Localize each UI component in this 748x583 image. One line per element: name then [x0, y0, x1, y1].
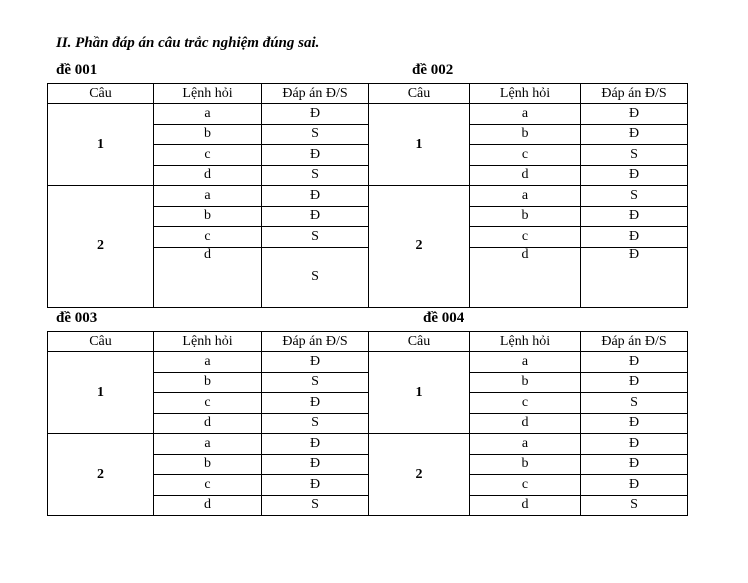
sub-label: d — [470, 413, 581, 434]
col-header-question: Câu — [369, 332, 470, 352]
sub-label: a — [470, 352, 581, 373]
sub-label: a — [154, 434, 262, 455]
answer-cell: Đ — [262, 475, 369, 496]
sub-label: b — [470, 206, 581, 227]
question-number: 1 — [48, 104, 154, 186]
answer-cell: Đ — [262, 454, 369, 475]
answer-cell: Đ — [581, 165, 688, 186]
sheet-code-002: đề 002 — [412, 62, 454, 78]
answer-cell: S — [262, 124, 369, 145]
question-number: 2 — [48, 434, 154, 516]
col-header-sub: Lệnh hỏi — [154, 332, 262, 352]
question-number: 2 — [369, 186, 470, 308]
answer-cell: Đ — [581, 434, 688, 455]
question-number: 1 — [48, 352, 154, 434]
answer-cell: S — [581, 186, 688, 207]
answer-cell: Đ — [262, 186, 369, 207]
answer-cell: Đ — [262, 145, 369, 166]
answer-cell: Đ — [581, 227, 688, 248]
sheet-code-001: đề 001 — [56, 62, 98, 78]
col-header-sub: Lệnh hỏi — [470, 332, 581, 352]
question-number: 1 — [369, 104, 470, 186]
col-header-answer: Đáp án Đ/S — [581, 332, 688, 352]
sheet-code-003: đề 003 — [56, 310, 98, 326]
answer-cell: S — [581, 393, 688, 414]
answer-cell: Đ — [581, 372, 688, 393]
col-header-sub: Lệnh hỏi — [154, 84, 262, 104]
sub-label: d — [154, 247, 262, 307]
col-header-question: Câu — [48, 84, 154, 104]
sub-label: c — [154, 145, 262, 166]
answer-cell: S — [262, 247, 369, 307]
sub-label: b — [154, 206, 262, 227]
sub-label: c — [154, 475, 262, 496]
answer-cell: S — [581, 495, 688, 516]
answer-cell: Đ — [581, 206, 688, 227]
question-number: 1 — [369, 352, 470, 434]
sub-label: c — [154, 227, 262, 248]
answer-cell: S — [262, 413, 369, 434]
answer-cell: S — [262, 227, 369, 248]
sub-label: d — [470, 247, 581, 307]
sub-label: c — [470, 393, 581, 414]
col-header-question: Câu — [48, 332, 154, 352]
sub-label: d — [154, 495, 262, 516]
sub-label: a — [154, 186, 262, 207]
sub-label: a — [154, 104, 262, 125]
sub-label: c — [470, 227, 581, 248]
sub-label: b — [470, 454, 581, 475]
answer-table-bottom — [47, 331, 688, 516]
answer-cell: Đ — [581, 247, 688, 307]
sub-label: d — [154, 413, 262, 434]
col-header-answer: Đáp án Đ/S — [581, 84, 688, 104]
sub-label: c — [154, 393, 262, 414]
sub-label: c — [470, 475, 581, 496]
col-header-answer: Đáp án Đ/S — [262, 84, 369, 104]
answer-cell: Đ — [262, 206, 369, 227]
answer-cell: Đ — [581, 454, 688, 475]
col-header-question: Câu — [369, 84, 470, 104]
sub-label: d — [154, 165, 262, 186]
sub-label: d — [470, 495, 581, 516]
answer-cell: Đ — [581, 104, 688, 125]
answer-cell: Đ — [262, 104, 369, 125]
sub-label: b — [154, 124, 262, 145]
question-number: 2 — [48, 186, 154, 308]
answer-cell: S — [262, 165, 369, 186]
sub-label: b — [154, 372, 262, 393]
answer-cell: Đ — [262, 352, 369, 373]
answer-cell: Đ — [262, 434, 369, 455]
sub-label: a — [470, 186, 581, 207]
answer-cell: Đ — [581, 475, 688, 496]
sub-label: b — [470, 124, 581, 145]
answer-cell: Đ — [581, 413, 688, 434]
sub-label: b — [154, 454, 262, 475]
question-number: 2 — [369, 434, 470, 516]
sub-label: c — [470, 145, 581, 166]
answer-cell: Đ — [581, 124, 688, 145]
sheet-code-004: đề 004 — [423, 310, 465, 326]
col-header-sub: Lệnh hỏi — [470, 84, 581, 104]
answer-cell: S — [581, 145, 688, 166]
sub-label: a — [470, 104, 581, 125]
sub-label: d — [470, 165, 581, 186]
answer-cell: Đ — [581, 352, 688, 373]
col-header-answer: Đáp án Đ/S — [262, 332, 369, 352]
section-heading: II. Phần đáp án câu trắc nghiệm đúng sai. — [56, 35, 320, 51]
sub-label: b — [470, 372, 581, 393]
sub-label: a — [470, 434, 581, 455]
sub-label: a — [154, 352, 262, 373]
answer-cell: Đ — [262, 393, 369, 414]
answer-table-top — [47, 83, 688, 308]
answer-cell: S — [262, 372, 369, 393]
answer-cell: S — [262, 495, 369, 516]
